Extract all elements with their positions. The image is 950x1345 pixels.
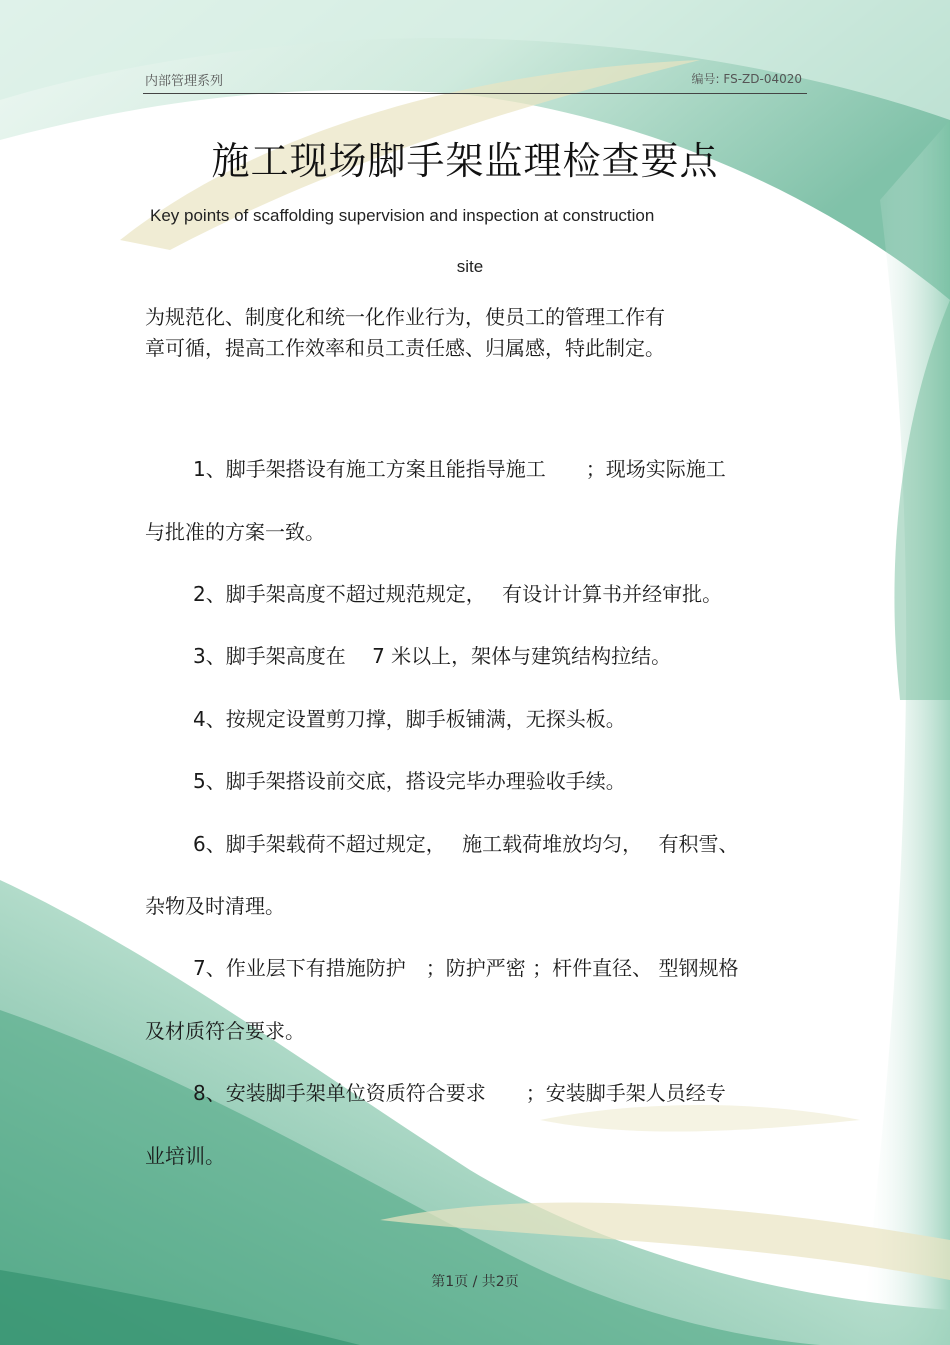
intro-line1: 为规范化、制度化和统一化作业行为，使员工的管理工作有 [145, 305, 665, 329]
english-subtitle-line2: site [456, 257, 484, 276]
item-4: 4、按规定设置剪刀撑，脚手板铺满，无探头板。 [193, 707, 626, 731]
item-1: 1、脚手架搭设有施工方案且能指导施工 ；现场实际施工 [193, 457, 726, 481]
intro-line2: 章可循，提高工作效率和员工责任感、归属感，特此制定。 [145, 336, 665, 360]
page-pagination: 第1页 / 共2页 [431, 1274, 519, 1290]
document-title: 施工现场脚手架监理检查要点 [211, 139, 719, 183]
header-divider [143, 93, 807, 94]
item-7-cont: 及材质符合要求。 [145, 1019, 305, 1043]
item-6-cont: 杂物及时清理。 [145, 894, 285, 918]
item-8: 8、安装脚手架单位资质符合要求 ；安装脚手架人员经专 [193, 1081, 726, 1105]
item-3: 3、脚手架高度在 7 米以上，架体与建筑结构拉结。 [193, 644, 672, 668]
header-code: 编号: FS-ZD-04020 [691, 72, 802, 86]
item-6: 6、脚手架载荷不超过规定， 施工载荷堆放均匀， 有积雪、 [193, 832, 739, 856]
item-7: 7、作业层下有措施防护 ；防护严密 ；杆件直径、 型钢规格 [193, 956, 739, 980]
item-5: 5、脚手架搭设前交底，搭设完毕办理验收手续。 [193, 769, 626, 793]
english-subtitle-line1: Key points of scaffolding supervision and inspection at construction [150, 206, 655, 225]
header-series: 内部管理系列 [145, 74, 224, 89]
item-8-cont: 业培训。 [145, 1144, 225, 1168]
item-1-cont: 与批准的方案一致。 [145, 520, 325, 544]
item-2: 2、脚手架高度不超过规范规定， 有设计计算书并经审批。 [193, 582, 723, 606]
intro-paragraph [145, 302, 665, 364]
